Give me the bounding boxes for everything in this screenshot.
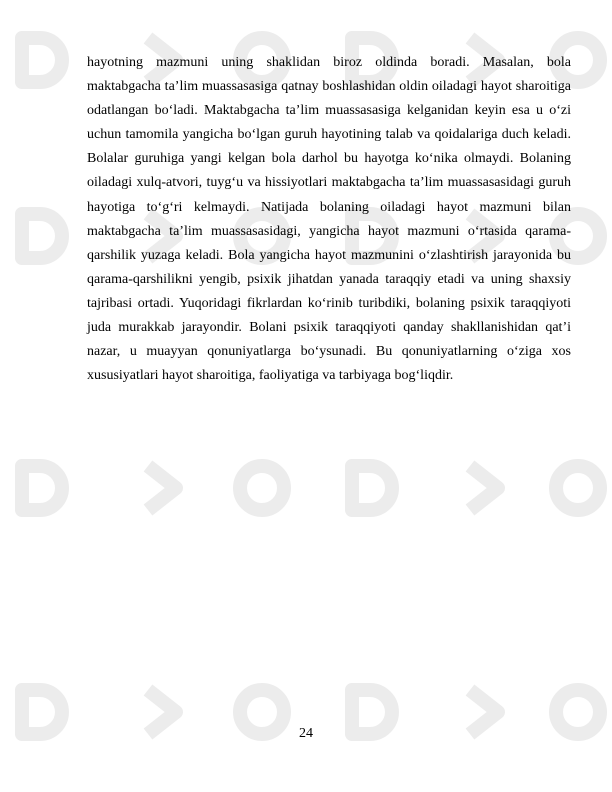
page-number: 24 <box>299 726 313 741</box>
body-paragraph: hayotning mazmuni uning shaklidan biroz oldinda boradi. Masalan, bola maktabgacha ta’lim muassasasiga qatnay boshlashidan oldin oiladagi hayot sharoitiga odatlangan bo‘ladi. Maktabgacha ta’lim muassasasiga kelganidan keyin esa u o‘zi uchun tamomila yangicha bo‘lgan guruh hayotining talab va qoidalariga duch keladi. Bolalar guruhiga yangi kelgan bola darhol bu hayotga ko‘nika olmaydi. Bolaning oiladagi xulq-atvori, tuyg‘u va hissiyotlari maktabgacha ta’lim muassasasidagi guruh hayotiga to‘g‘ri kelmaydi. Natijada bolaning oiladagi hayot mazmuni bilan maktabgacha ta’lim muassasasidagi, yangicha hayot mazmuni o‘rtasida qarama-qarshilik yuzaga keladi. Bola yangicha hayot mazmunini o‘zlashtirish jarayonida bu qarama-qarshilikni yengib, psixik jihatdan yanada taraqqiy etadi va uning shaxsiy tajribasi ortadi. Yuqoridagi fikrlardan ko‘rinib turibdiki, bolaning psixik taraqqiyoti juda murakkab jarayondir. Bolani psixik taraqqiyoti qanday shakllanishidan qat’i nazar, u muayyan qonuniyatlarga bo‘ysunadi. Bu qonuniyatlarning o‘ziga xos xususiyatlari hayot sharoitiga, faoliyatiga va tarbiyaga bog‘liqdir. <box>87 55 571 384</box>
document-body <box>87 51 571 388</box>
